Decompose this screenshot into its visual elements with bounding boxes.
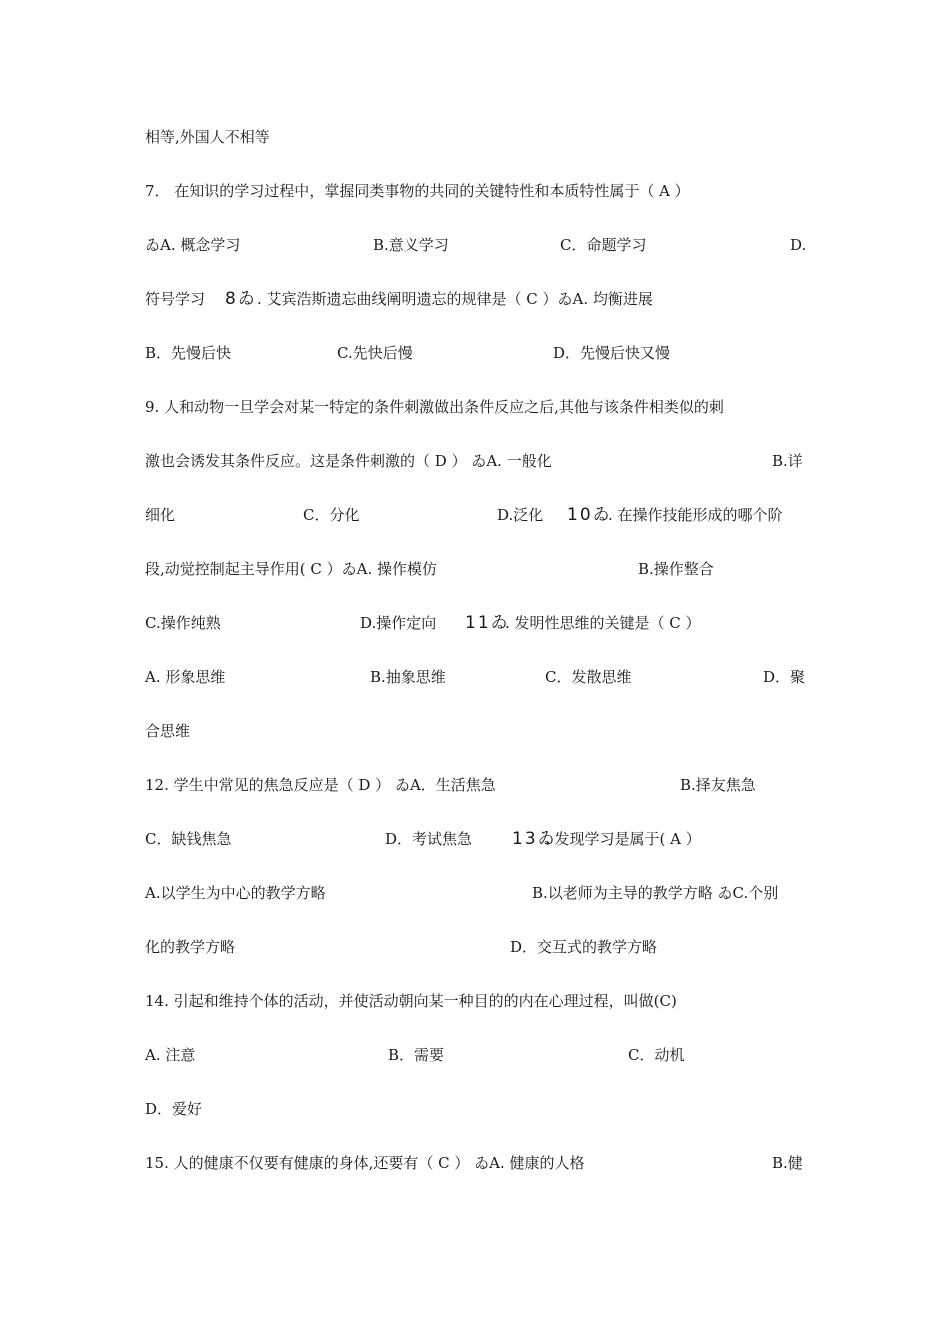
question-text: 15. 人的健康不仅要有健康的身体,还要有（ C ） ゐA. 健康的人格 (145, 1154, 585, 1172)
question-13-options (145, 881, 807, 905)
option-b: B.意义学习 (373, 236, 449, 254)
option-b: B.择友焦急 (680, 776, 756, 794)
line-text: 相等,外国人不相等 (145, 128, 270, 146)
question-12 (145, 773, 807, 797)
question-7-options (145, 233, 807, 257)
text-line-1 (145, 125, 807, 149)
option-b: B．先慢后快 (145, 344, 232, 362)
question-15 (145, 1151, 807, 1175)
question-11 (145, 611, 807, 635)
question-text: . 艾宾浩斯遗忘曲线阐明遗忘的规律是（ C ）ゐA. 均衡进展 (257, 290, 653, 308)
option-c: C.操作纯熟 (145, 614, 221, 632)
question-10 (145, 503, 807, 527)
option-b: B.抽象思维 (370, 668, 446, 686)
question-7 (145, 179, 807, 203)
option-d: D.操作定向 (360, 614, 437, 632)
option-c: C．命题学习 (560, 236, 647, 254)
question-13 (145, 827, 807, 851)
question-14-options-continued (145, 1097, 807, 1121)
question-text: 7． 在知识的学习过程中，掌握同类事物的共同的关键特性和本质特性属于（ A ） (145, 182, 690, 200)
option-b-text: 细化 (145, 506, 176, 524)
option-d: D．先慢后快又慢 (553, 344, 671, 362)
option-b: B.健 (772, 1154, 803, 1172)
question-number: 10ゐ (567, 505, 612, 525)
question-10-continued (145, 557, 807, 581)
option-a: A. 形象思维 (145, 668, 226, 686)
question-text: . 发明性思维的关键是（ C ） (505, 614, 701, 632)
option-d: D．交互式的教学方略 (510, 938, 658, 956)
option-c: C．分化 (303, 506, 360, 524)
question-9-continued (145, 449, 807, 473)
question-8 (145, 287, 807, 311)
option-d: D.泛化 (497, 506, 544, 524)
option-c: C.先快后慢 (337, 344, 413, 362)
option-b: B．需要 (388, 1046, 445, 1064)
option-d: D. (790, 236, 807, 254)
option-c: C．缺钱焦急 (145, 830, 232, 848)
question-text: . 在操作技能形成的哪个阶 (608, 506, 783, 524)
question-13-options-continued (145, 935, 807, 959)
question-number: 11ゐ (465, 613, 510, 633)
option-d: D．爱好 (145, 1100, 203, 1118)
text-line-continued (145, 719, 807, 743)
question-text: 14. 引起和维持个体的活动，并使活动朝向某一种目的的内在心理过程，叫做(C) (145, 992, 677, 1010)
question-text: 段,动觉控制起主导作用( C ）ゐA. 操作模仿 (145, 560, 438, 578)
question-11-options (145, 665, 807, 689)
option-b: B.详 (772, 452, 803, 470)
option-d: D．考试焦急 (385, 830, 473, 848)
question-text: 12. 学生中常见的焦急反应是（ D ） ゐA．生活焦急 (145, 776, 496, 794)
option-b: B.以老师为主导的教学方略 ゐC.个别 (532, 884, 779, 902)
question-14 (145, 989, 807, 1013)
option-a: ゐA. 概念学习 (145, 236, 241, 254)
question-8-options (145, 341, 807, 365)
option-b: B.操作整合 (638, 560, 714, 578)
option-d: D．聚 (763, 668, 806, 686)
option-a: A.以学生为中心的教学方略 (145, 884, 326, 902)
question-text: 9. 人和动物一旦学会对某一特定的条件刺激做出条件反应之后,其他与该条件相类似的刺 (145, 398, 724, 416)
question-text: 激也会诱发其条件反应。这是条件刺激的（ D ） ゐA. 一般化 (145, 452, 552, 470)
question-number: 8ゐ (225, 289, 257, 309)
option-d-text: 符号学习 (145, 290, 206, 308)
question-number: 13ゐ (512, 829, 557, 849)
question-text: . 发现学习是属于( A ） (545, 830, 701, 848)
option-a: A. 注意 (145, 1046, 196, 1064)
option-c: C．发散思维 (545, 668, 632, 686)
question-9 (145, 395, 807, 419)
question-14-options (145, 1043, 807, 1067)
option-d-text: 合思维 (145, 722, 191, 740)
option-c-text: 化的教学方略 (145, 938, 236, 956)
option-c: C．动机 (628, 1046, 685, 1064)
